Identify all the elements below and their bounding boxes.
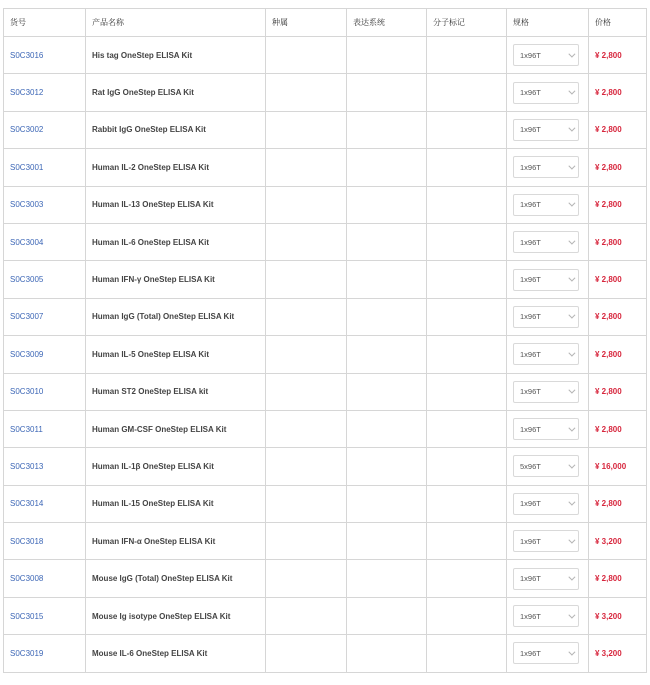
table-row [4,37,647,74]
species-cell [266,186,347,223]
product-sku-link[interactable]: S0C3011 [4,410,86,447]
product-price: ¥ 2,800 [589,410,647,447]
molecular-tag-cell [427,523,507,560]
specification-cell [507,635,589,672]
specification-select[interactable] [513,231,579,253]
expression-system-cell [347,111,427,148]
product-sku-link[interactable]: S0C3008 [4,560,86,597]
specification-value: 1x96T [520,125,541,135]
product-price: ¥ 2,800 [589,261,647,298]
specification-select[interactable] [513,343,579,365]
species-cell [266,261,347,298]
specification-value: 5x96T [520,461,541,471]
expression-system-cell [347,37,427,74]
specification-cell [507,410,589,447]
product-name: Human IL-6 OneStep ELISA Kit [86,223,266,260]
header-species: 种属 [266,9,347,37]
species-cell [266,111,347,148]
chevron-down-icon [568,648,575,655]
product-price: ¥ 2,800 [589,373,647,410]
product-name: Human IL-13 OneStep ELISA Kit [86,186,266,223]
specification-value: 1x96T [520,424,541,434]
molecular-tag-cell [427,560,507,597]
molecular-tag-cell [427,485,507,522]
table-body [4,37,647,673]
specification-select[interactable] [513,306,579,328]
molecular-tag-cell [427,74,507,111]
product-name: Human IL-5 OneStep ELISA Kit [86,336,266,373]
product-price: ¥ 2,800 [589,186,647,223]
product-price: ¥ 2,800 [589,223,647,260]
product-name: Human IFN-γ OneStep ELISA Kit [86,261,266,298]
chevron-down-icon [568,125,575,132]
specification-select[interactable] [513,568,579,590]
specification-cell [507,74,589,111]
product-name: Mouse IL-6 OneStep ELISA Kit [86,635,266,672]
expression-system-cell [347,149,427,186]
species-cell [266,336,347,373]
specification-select[interactable] [513,530,579,552]
specification-select[interactable] [513,605,579,627]
product-sku-link[interactable]: S0C3019 [4,635,86,672]
molecular-tag-cell [427,336,507,373]
species-cell [266,448,347,485]
specification-value: 1x96T [520,162,541,172]
chevron-down-icon [568,574,575,581]
table-row [4,560,647,597]
table-header [4,9,647,37]
product-price: ¥ 2,800 [589,37,647,74]
specification-cell [507,37,589,74]
chevron-down-icon [568,200,575,207]
chevron-down-icon [568,536,575,543]
product-price: ¥ 2,800 [589,336,647,373]
molecular-tag-cell [427,111,507,148]
specification-select[interactable] [513,119,579,141]
expression-system-cell [347,448,427,485]
molecular-tag-cell [427,37,507,74]
specification-value: 1x96T [520,200,541,210]
product-name: Human IL-1β OneStep ELISA Kit [86,448,266,485]
specification-cell [507,261,589,298]
table-row [4,373,647,410]
product-name: Human GM-CSF OneStep ELISA Kit [86,410,266,447]
specification-cell [507,523,589,560]
product-name: His tag OneStep ELISA Kit [86,37,266,74]
molecular-tag-cell [427,298,507,335]
specification-cell [507,373,589,410]
table-row [4,261,647,298]
specification-select[interactable] [513,82,579,104]
table-row [4,74,647,111]
product-sku-link[interactable]: S0C3007 [4,298,86,335]
product-sku-link[interactable]: S0C3015 [4,597,86,634]
expression-system-cell [347,74,427,111]
product-sku-link[interactable]: S0C3013 [4,448,86,485]
specification-select[interactable] [513,44,579,66]
specification-select[interactable] [513,269,579,291]
product-name: Rabbit IgG OneStep ELISA Kit [86,111,266,148]
expression-system-cell [347,336,427,373]
specification-cell [507,485,589,522]
product-name: Human ST2 OneStep ELISA kit [86,373,266,410]
chevron-down-icon [568,424,575,431]
expression-system-cell [347,560,427,597]
specification-select[interactable] [513,493,579,515]
specification-cell [507,448,589,485]
header-molecular-tag: 分子标记 [427,9,507,37]
expression-system-cell [347,298,427,335]
species-cell [266,149,347,186]
product-table [3,8,647,673]
specification-value: 1x96T [520,50,541,60]
species-cell [266,223,347,260]
species-cell [266,635,347,672]
specification-cell [507,560,589,597]
table-row [4,336,647,373]
species-cell [266,560,347,597]
specification-value: 1x96T [520,499,541,509]
expression-system-cell [347,635,427,672]
species-cell [266,373,347,410]
product-name: Human IFN-α OneStep ELISA Kit [86,523,266,560]
header-expression-system: 表达系统 [347,9,427,37]
specification-select[interactable] [513,381,579,403]
product-name: Rat IgG OneStep ELISA Kit [86,74,266,111]
specification-value: 1x96T [520,349,541,359]
chevron-down-icon [568,312,575,319]
specification-select[interactable] [513,455,579,477]
chevron-down-icon [568,349,575,356]
product-sku-link[interactable]: S0C3003 [4,186,86,223]
table-row [4,448,647,485]
specification-select[interactable] [513,418,579,440]
molecular-tag-cell [427,597,507,634]
table-row [4,186,647,223]
product-price: ¥ 2,800 [589,74,647,111]
expression-system-cell [347,186,427,223]
expression-system-cell [347,523,427,560]
product-sku-link[interactable]: S0C3018 [4,523,86,560]
specification-value: 1x96T [520,312,541,322]
specification-value: 1x96T [520,88,541,98]
product-name: Human IL-2 OneStep ELISA Kit [86,149,266,186]
specification-cell [507,149,589,186]
chevron-down-icon [568,162,575,169]
product-name: Mouse Ig isotype OneStep ELISA Kit [86,597,266,634]
chevron-down-icon [568,387,575,394]
product-price: ¥ 2,800 [589,560,647,597]
specification-select[interactable] [513,156,579,178]
species-cell [266,523,347,560]
product-sku-link[interactable]: S0C3001 [4,149,86,186]
table-row [4,149,647,186]
table-row [4,223,647,260]
molecular-tag-cell [427,448,507,485]
table-row [4,410,647,447]
specification-value: 1x96T [520,275,541,285]
expression-system-cell [347,373,427,410]
species-cell [266,597,347,634]
header-sku: 货号 [4,9,86,37]
specification-value: 1x96T [520,387,541,397]
specification-value: 1x96T [520,648,541,658]
species-cell [266,74,347,111]
species-cell [266,298,347,335]
expression-system-cell [347,223,427,260]
expression-system-cell [347,261,427,298]
header-product-name: 产品名称 [86,9,266,37]
chevron-down-icon [568,611,575,618]
molecular-tag-cell [427,223,507,260]
product-sku-link[interactable]: S0C3005 [4,261,86,298]
species-cell [266,37,347,74]
product-name: Mouse IgG (Total) OneStep ELISA Kit [86,560,266,597]
product-name: Human IgG (Total) OneStep ELISA Kit [86,298,266,335]
specification-cell [507,223,589,260]
specification-value: 1x96T [520,611,541,621]
specification-value: 1x96T [520,574,541,584]
table-row [4,635,647,672]
product-sku-link[interactable]: S0C3004 [4,223,86,260]
molecular-tag-cell [427,261,507,298]
molecular-tag-cell [427,186,507,223]
product-sku-link[interactable]: S0C3009 [4,336,86,373]
specification-cell [507,336,589,373]
chevron-down-icon [568,462,575,469]
specification-cell [507,111,589,148]
product-sku-link[interactable]: S0C3014 [4,485,86,522]
product-sku-link[interactable]: S0C3010 [4,373,86,410]
specification-cell [507,298,589,335]
header-specification: 规格 [507,9,589,37]
product-price: ¥ 16,000 [589,448,647,485]
product-sku-link[interactable]: S0C3002 [4,111,86,148]
molecular-tag-cell [427,149,507,186]
product-name: Human IL-15 OneStep ELISA Kit [86,485,266,522]
product-price: ¥ 2,800 [589,149,647,186]
species-cell [266,485,347,522]
table-row [4,111,647,148]
chevron-down-icon [568,88,575,95]
table-row [4,597,647,634]
specification-cell [507,597,589,634]
header-price: 价格 [589,9,647,37]
chevron-down-icon [568,237,575,244]
header-row [4,9,647,37]
chevron-down-icon [568,50,575,57]
expression-system-cell [347,485,427,522]
molecular-tag-cell [427,635,507,672]
specification-select[interactable] [513,194,579,216]
product-sku-link[interactable]: S0C3016 [4,37,86,74]
product-sku-link[interactable]: S0C3012 [4,74,86,111]
product-price: ¥ 2,800 [589,298,647,335]
product-price: ¥ 2,800 [589,111,647,148]
molecular-tag-cell [427,373,507,410]
specification-cell [507,186,589,223]
product-price: ¥ 3,200 [589,597,647,634]
chevron-down-icon [568,499,575,506]
table-row [4,298,647,335]
expression-system-cell [347,410,427,447]
table-row [4,485,647,522]
expression-system-cell [347,597,427,634]
product-price: ¥ 3,200 [589,635,647,672]
table-row [4,523,647,560]
molecular-tag-cell [427,410,507,447]
product-price: ¥ 3,200 [589,523,647,560]
specification-value: 1x96T [520,536,541,546]
species-cell [266,410,347,447]
specification-value: 1x96T [520,237,541,247]
chevron-down-icon [568,275,575,282]
specification-select[interactable] [513,642,579,664]
product-price: ¥ 2,800 [589,485,647,522]
